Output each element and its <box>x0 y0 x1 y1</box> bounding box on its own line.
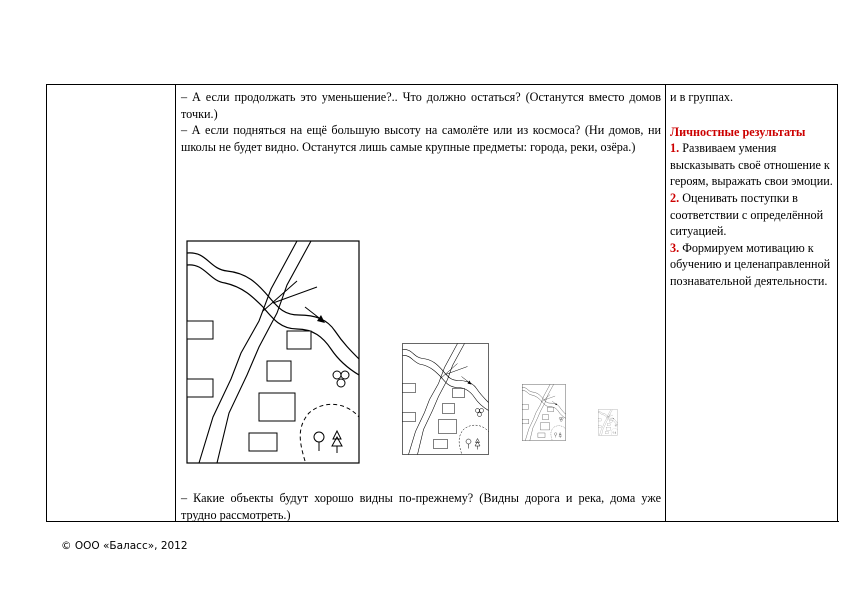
lesson-table <box>46 84 838 522</box>
map-scale-4 <box>598 409 618 436</box>
dialogue-paragraph: – А если продолжать это уменьшение?.. Что должно остаться? (Останутся вместо домов точки.) <box>181 90 661 121</box>
column-divider <box>665 85 666 521</box>
result-number: 3. <box>670 240 680 255</box>
result-item <box>670 190 836 240</box>
map-scale-1 <box>186 240 360 464</box>
dialogue-paragraph: – Какие объекты будут хорошо видны по-прежнему? (Видны дорога и река, дома уже трудно рассмотреть.) <box>181 491 661 522</box>
right-cell <box>670 89 836 290</box>
map-scale-3 <box>522 383 566 442</box>
result-text: Развиваем умения высказывать своё отношение к героям, выражать свои эмоции. <box>670 141 833 189</box>
result-number: 2. <box>670 190 680 205</box>
bottom-rule <box>46 521 839 522</box>
middle-cell-top <box>181 89 661 155</box>
results-heading: Личностные результаты <box>670 124 806 139</box>
result-item <box>670 240 836 290</box>
right-top-text: и в группах. <box>670 90 733 104</box>
copyright-footer: © ООО «Баласс», 2012 <box>61 540 188 552</box>
dialogue-paragraph: – А если подняться на ещё большую высоту на самолёте или из космоса? (Ни домов, ни школы не будет видно. Останутся лишь самые крупные предметы: города, реки, озёра.) <box>181 123 661 154</box>
middle-cell-bottom <box>181 490 661 523</box>
result-item <box>670 140 836 190</box>
result-number: 1. <box>670 141 680 156</box>
column-divider <box>175 85 176 521</box>
result-text: Оценивать поступки в соответствии с определённой ситуацией. <box>670 190 824 239</box>
result-text: Формируем мотивацию к обучению и целенаправленной познавательной деятельности. <box>670 240 831 288</box>
map-scale-2 <box>401 343 490 455</box>
